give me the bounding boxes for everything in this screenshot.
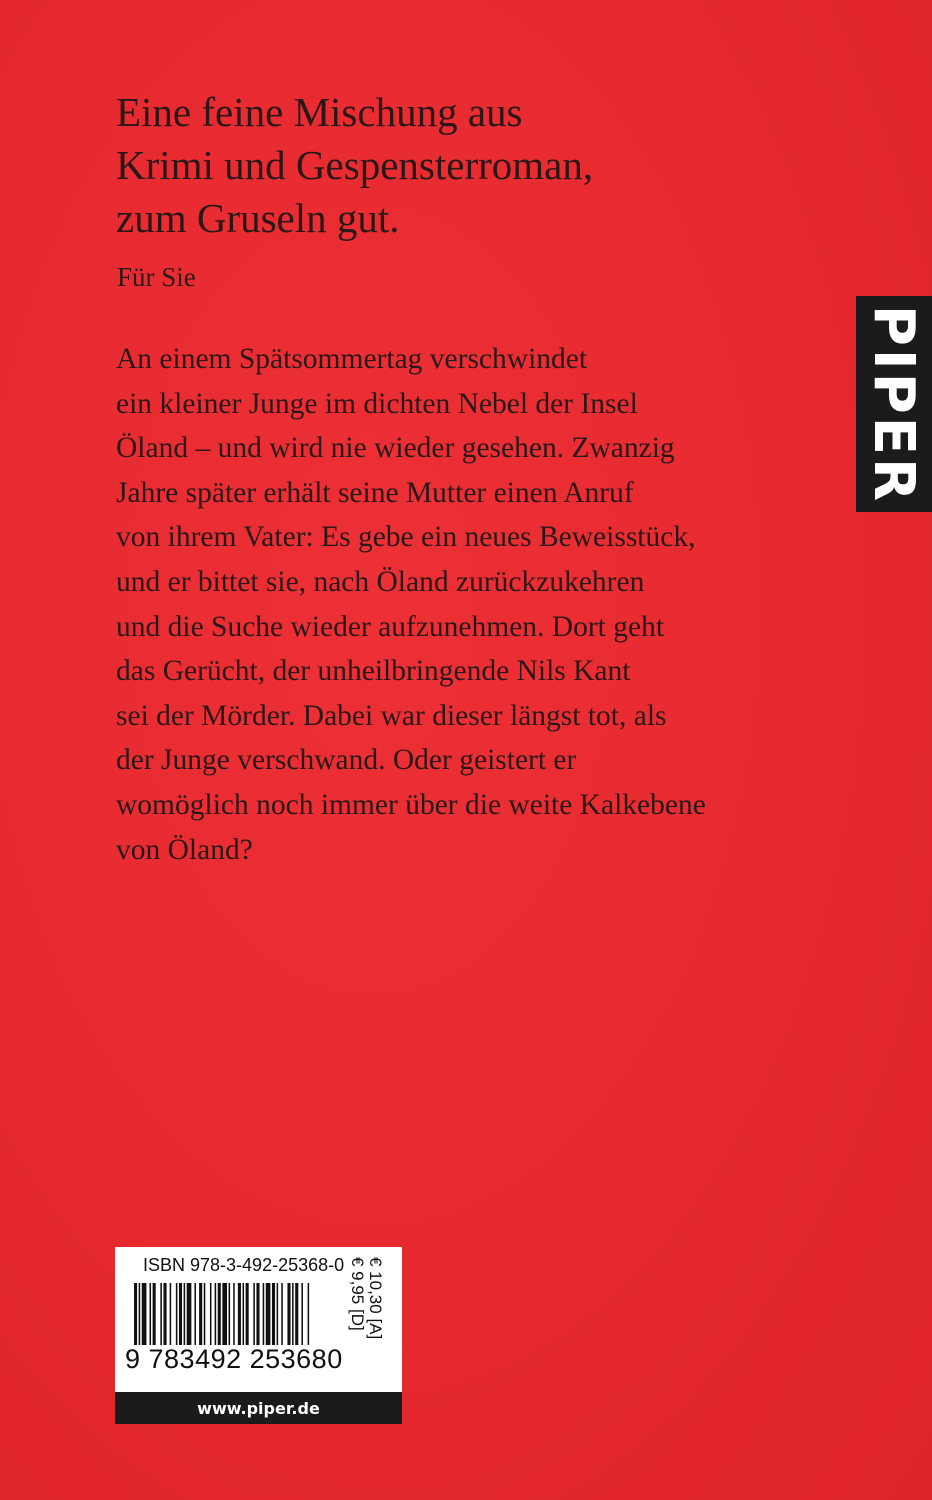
barcode-bar	[187, 1283, 192, 1345]
blurb-line: von Öland?	[116, 833, 253, 866]
barcode-bar	[253, 1283, 255, 1345]
blurb-line: Öland – und wird nie wieder gesehen. Zwanzig	[116, 432, 675, 465]
review-quote	[116, 86, 756, 245]
barcode-bar	[210, 1283, 212, 1345]
barcode-bar	[139, 1283, 141, 1345]
barcode-bar	[142, 1283, 147, 1345]
quote-source: Für Sie	[117, 262, 196, 292]
barcode-bar	[176, 1283, 178, 1345]
barcode-image	[134, 1283, 360, 1345]
barcode-digits: 9 783492 253680	[125, 1344, 343, 1374]
quote-line: Krimi und Gespensterroman,	[116, 142, 594, 188]
barcode-bar	[292, 1283, 294, 1345]
barcode-bar	[266, 1283, 271, 1345]
barcode-bar	[215, 1283, 217, 1345]
barcode-bar	[256, 1283, 259, 1345]
barcode-bar	[153, 1283, 156, 1345]
blurb-line: der Junge verschwand. Oder geistert er	[116, 744, 577, 777]
blurb-line: und die Suche wieder aufzunehmen. Dort geht	[116, 610, 665, 643]
quote-line: Eine feine Mischung aus	[116, 89, 523, 135]
blurb-line: Jahre später erhält seine Mutter einen Anruf	[116, 476, 634, 509]
barcode-bar	[243, 1283, 245, 1345]
barcode-bar	[233, 1283, 235, 1345]
barcode-bar	[222, 1283, 227, 1345]
barcode-bar	[163, 1283, 166, 1345]
barcode-bar	[199, 1283, 202, 1345]
barcode-bar	[218, 1283, 221, 1345]
price-block	[348, 1257, 385, 1340]
barcode-bar	[160, 1283, 162, 1345]
barcode-bar	[184, 1283, 186, 1345]
blurb-line: das Gerücht, der unheilbringende Nils Kant	[116, 655, 631, 688]
barcode-bar	[150, 1283, 152, 1345]
blurb-text	[116, 337, 796, 872]
barcode-bar	[277, 1283, 279, 1345]
barcode-bar	[229, 1283, 231, 1345]
blurb-line: An einem Spätsommertag verschwindet	[116, 343, 588, 375]
barcode-bar	[308, 1283, 310, 1345]
blurb-line: sei der Mörder. Dabei war dieser längst tot, als	[116, 699, 667, 732]
publisher-logo-text: PIPER	[861, 304, 927, 504]
barcode-bar	[295, 1283, 298, 1345]
barcode-bar	[194, 1283, 196, 1345]
blurb-line: und er bittet sie, nach Öland zurückzukehren	[116, 565, 645, 598]
barcode-bar	[246, 1283, 249, 1345]
barcode-bar	[263, 1283, 265, 1345]
barcode-bar	[179, 1283, 182, 1345]
barcode-bar	[134, 1283, 137, 1345]
barcode-bar	[272, 1283, 275, 1345]
website-bar	[115, 1392, 402, 1424]
price-austria: € 10,30 [A]	[366, 1257, 385, 1340]
isbn-label: ISBN 978-3-492-25368-0	[143, 1255, 345, 1275]
website-url: www.piper.de	[197, 1398, 320, 1418]
blurb-line: von ihrem Vater: Es gebe ein neues Beweisstück,	[116, 521, 696, 554]
quote-line: zum Gruseln gut.	[116, 195, 400, 241]
price-germany: € 9,95 [D]	[348, 1257, 367, 1331]
blurb-line: womöglich noch immer über die weite Kalkebene	[116, 788, 706, 821]
publisher-logo	[856, 296, 932, 512]
barcode-bar	[287, 1283, 290, 1345]
blurb-line: ein kleiner Junge im dichten Nebel der Insel	[116, 387, 638, 420]
barcode-bar	[238, 1283, 241, 1345]
barcode-panel	[115, 1247, 402, 1424]
barcode-bar	[204, 1283, 206, 1345]
barcode-bar	[281, 1283, 283, 1345]
barcode-bar	[170, 1283, 172, 1345]
barcode-bar	[301, 1283, 303, 1345]
